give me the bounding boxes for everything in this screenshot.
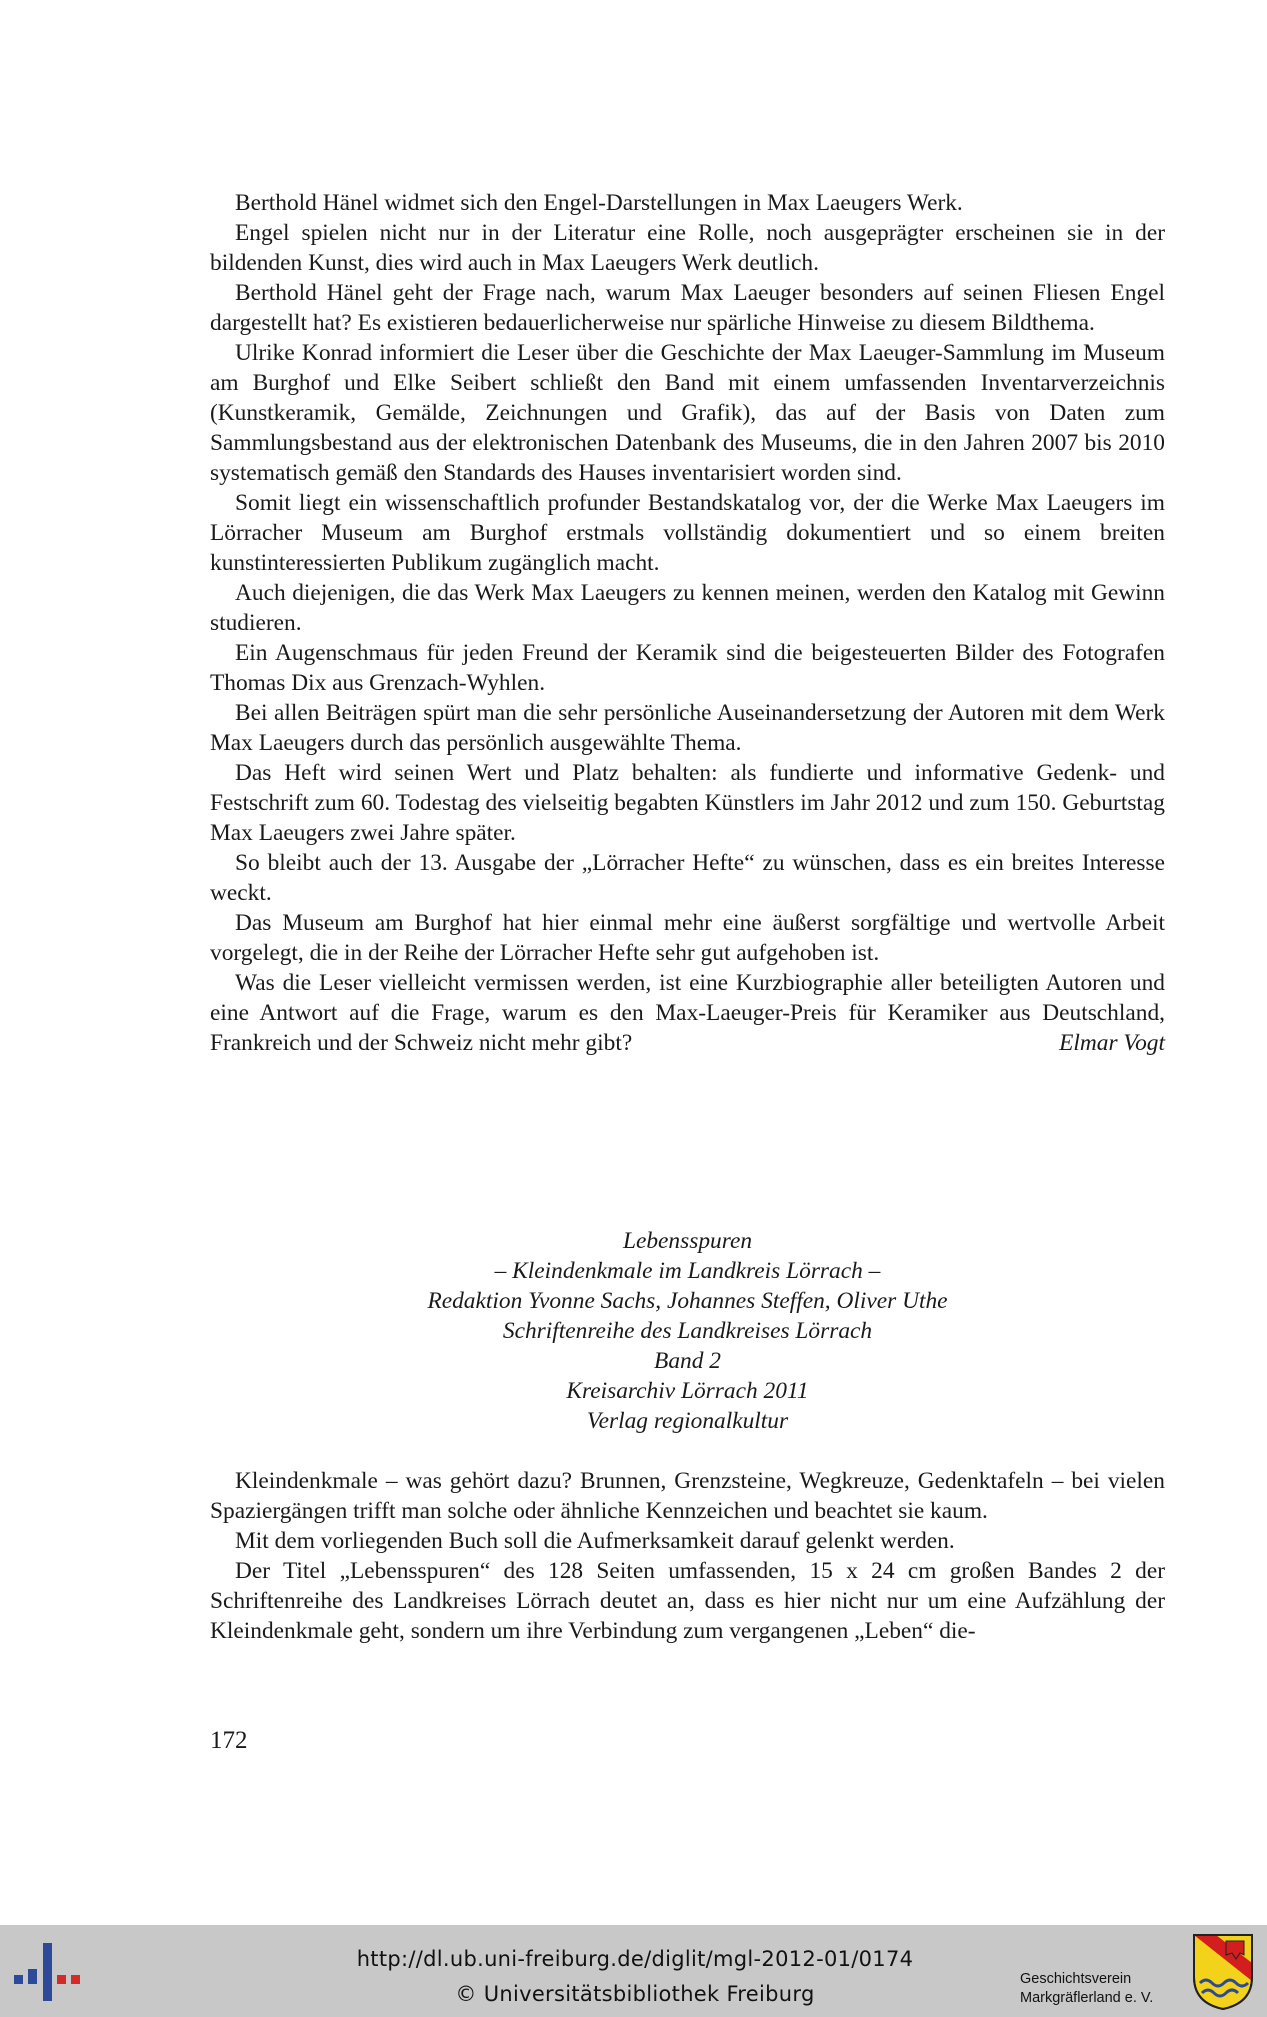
body-paragraph: Ulrike Konrad informiert die Leser über die Geschichte der Max Laeuger-Sammlung im Museum am Burghof und Elke Seibert schließt den Band mit einem umfassenden Inventarverzeichnis (Kunstkeramik, Gemälde, Zeichnungen und Grafik), das auf der Basis von Daten zum Sammlungsbestand aus der elektronischen Datenbank des Museums, die in den Jahren 2007 bis 2010 systematisch gemäß den Standards des Hauses inventarisiert worden sind. [210, 340, 1165, 486]
book-publisher: Verlag regionalkultur [586, 1408, 789, 1434]
review-text-block-2 [210, 1466, 1165, 1646]
book-series: Schriftenreihe des Landkreises Lörrach [502, 1318, 873, 1344]
body-paragraph: Mit dem vorliegenden Buch soll die Aufmerksamkeit darauf gelenkt werden. [235, 1528, 955, 1554]
book-title: Lebensspuren [622, 1228, 753, 1254]
coat-of-arms-icon [1192, 1933, 1254, 2011]
body-paragraph: Bei allen Beiträgen spürt man die sehr persönliche Auseinandersetzung der Autoren mit dem Werk Max Laeugers durch das persönlich ausgewählte Thema. [210, 700, 1165, 756]
body-paragraph: Engel spielen nicht nur in der Literatur eine Rolle, noch ausgeprägter erscheinen sie in der bildenden Kunst, dies wird auch in Max Laeugers Werk deutlich. [210, 220, 1165, 276]
footer-bar [0, 1925, 1267, 2017]
book-publisher-year: Kreisarchiv Lörrach 2011 [566, 1378, 809, 1404]
body-paragraph: Berthold Hänel widmet sich den Engel-Darstellungen in Max Laeugers Werk. [235, 190, 963, 216]
page-number: 172 [210, 1727, 248, 1754]
body-paragraph: Ein Augenschmaus für jeden Freund der Keramik sind die beigesteuerten Bilder des Fotografen Thomas Dix aus Grenzach-Wyhlen. [210, 640, 1165, 696]
body-paragraph-last [210, 968, 1165, 1058]
body-paragraph: So bleibt auch der 13. Ausgabe der „Lörracher Hefte“ zu wünschen, dass es ein breites Interesse weckt. [210, 850, 1165, 906]
society-name-line1: Geschichtsverein [1020, 1971, 1132, 1987]
body-paragraph: Das Museum am Burghof hat hier einmal mehr eine äußerst sorgfältige und wertvolle Arbeit vorgelegt, die in der Reihe der Lörracher Hefte sehr gut aufgehoben ist. [210, 910, 1165, 966]
book-info-block [210, 1226, 1165, 1436]
review-author: Elmar Vogt [1059, 1030, 1165, 1056]
copyright-text: © Universitätsbibliothek Freiburg [455, 1982, 815, 2006]
body-paragraph: Kleindenkmale – was gehört dazu? Brunnen, Grenzsteine, Wegkreuze, Gedenktafeln – bei vielen Spaziergängen trifft man solche oder ähnliche Kennzeichen und beachtet sie kaum. [210, 1468, 1165, 1524]
book-editors: Redaktion Yvonne Sachs, Johannes Steffen, Oliver Uthe [427, 1288, 948, 1314]
university-library-logo-icon [12, 1939, 82, 2005]
review-text-block [210, 188, 1165, 1058]
society-name-line2: Markgräflerland e. V. [1020, 1990, 1154, 2006]
body-paragraph: Berthold Hänel geht der Frage nach, warum Max Laeuger besonders auf seinen Fliesen Engel dargestellt hat? Es existieren bedauerlicherweise nur spärliche Hinweise zu diesem Bildthema. [210, 280, 1165, 336]
source-url-link[interactable]: http://dl.ub.uni-freiburg.de/diglit/mgl-2012-01/0174 [356, 1947, 914, 1971]
society-name [1020, 1970, 1190, 2008]
body-paragraph: Der Titel „Lebensspuren“ des 128 Seiten umfassenden, 15 x 24 cm großen Bandes 2 der Schriftenreihe des Landkreises Lörrach deutet an, dass es hier nicht nur um eine Aufzählung der Kleindenkmale geht, sondern um ihre Verbindung zum vergangenen „Leben“ die- [210, 1558, 1165, 1644]
body-paragraph: Auch diejenigen, die das Werk Max Laeugers zu kennen meinen, werden den Katalog mit Gewinn studieren. [210, 580, 1165, 636]
book-volume: Band 2 [654, 1348, 721, 1374]
book-subtitle: – Kleindenkmale im Landkreis Lörrach – [494, 1258, 881, 1284]
body-paragraph: Das Heft wird seinen Wert und Platz behalten: als fundierte und informative Gedenk- und Festschrift zum 60. Todestag des vielseitig begabten Künstlers im Jahr 2012 und zum 150. Geburtstag Max Laeugers zwei Jahre später. [210, 760, 1165, 846]
body-paragraph-text: Was die Leser vielleicht vermissen werden, ist eine Kurzbiographie aller beteiligten Autoren und eine Antwort auf die Frage, warum es den Max-Laeuger-Preis für Keramiker aus Deutschland, Frankreich und der Schweiz nicht mehr gibt? [210, 970, 1165, 1056]
body-paragraph: Somit liegt ein wissenschaftlich profunder Bestandskatalog vor, der die Werke Max Laeugers im Lörracher Museum am Burghof erstmals vollständig dokumentiert und so einem breiten kunstinteressierten Publikum zugänglich macht. [210, 490, 1165, 576]
